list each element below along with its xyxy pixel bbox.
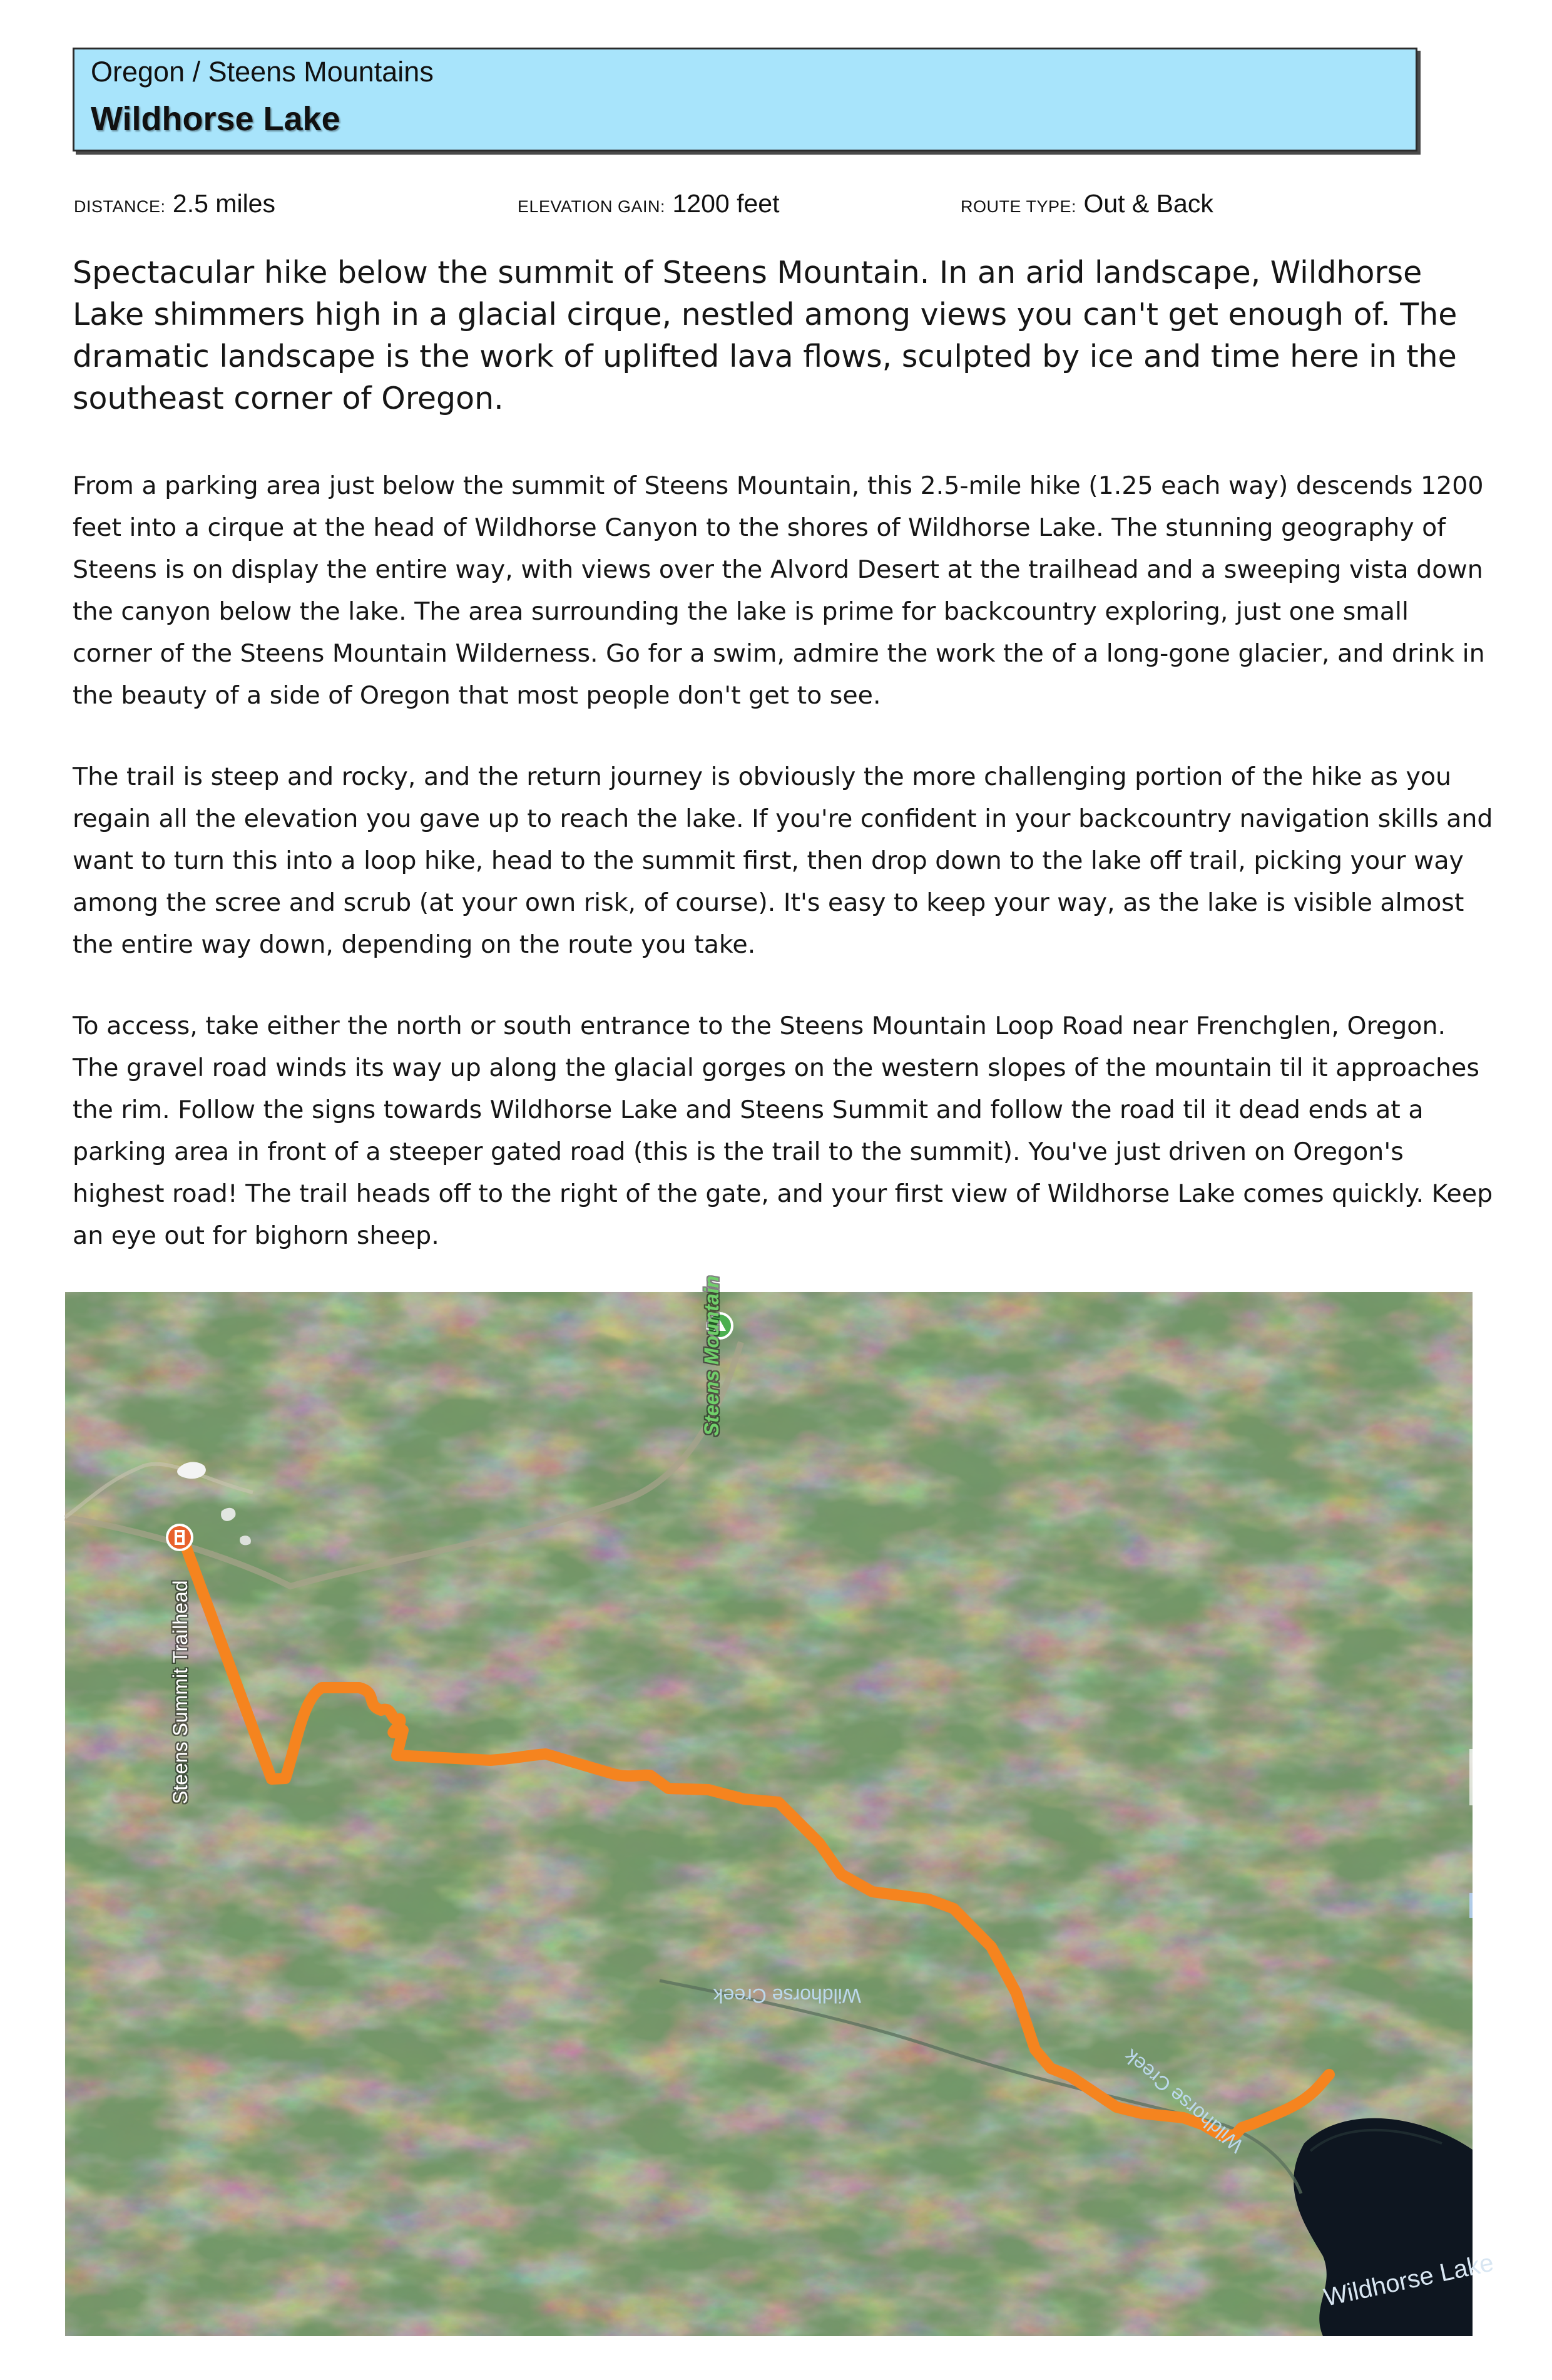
distance-label: DISTANCE: [74,197,166,216]
elevation-stat [518,189,779,218]
summit-label: Steens Mountain [700,1275,723,1436]
body-paragraph-2: The trail is steep and rocky, and the return journey is obviously the more challenging portion of the hike as you regain all the elevation you gave up to reach the lake. If you're confident in your backcountry navigation skills and want to turn this into a loop hike, head to the summit first, then drop down to the lake off trail, picking your way among the scree and scrub (at your own risk, of course). It's easy to keep your way, as the lake is visible almost the entire way down, depending on the route you take. [73,762,1493,959]
trailhead-label: Steens Summit Trailhead [169,1580,191,1804]
creek-label-lower: Wildhorse Creek [1120,2044,1248,2158]
map-edge-marker [1469,1893,1473,1918]
route-type-label: ROUTE TYPE: [961,197,1077,216]
elevation-label: ELEVATION GAIN: [518,197,666,216]
page-title: Wildhorse Lake [91,100,340,138]
map-edge-marker [1469,1749,1473,1805]
lake-label: Wildhorse Lake [1321,2249,1496,2312]
route-type-value: Out & Back [1083,189,1213,218]
body-paragraph-1: From a parking area just below the summit of Steens Mountain, this 2.5-mile hike (1.25 each way) descends 1200 feet into a cirque at the head of Wildhorse Canyon to the shores of Wildhorse Lake. The stunning geography of Steens is on display the entire way, with views over the Alvord Desert at the trailhead and a sweeping vista down the canyon below the lake. The area surrounding the lake is prime for backcountry exploring, just one small corner of the Steens Mountain Wilderness. Go for a swim, admire the work the of a long-gone glacier, and drink in the beauty of a side of Oregon that most people don't get to see. [73,471,1485,710]
elevation-value: 1200 feet [672,189,780,218]
distance-value: 2.5 miles [172,189,275,218]
vegetation-texture [65,1292,1473,2336]
trail-map[interactable] [65,1275,1496,2336]
header-box [73,48,1417,151]
trailhead-marker [167,1525,192,1550]
distance-stat [74,189,275,218]
satellite-map-svg [65,1275,1496,2336]
route-type-stat [961,189,1213,218]
snow-patch [240,1536,251,1545]
region-breadcrumb: Oregon / Steens Mountains [91,56,434,88]
lead-paragraph: Spectacular hike below the summit of Steens Mountain. In an arid landscape, Wildhorse Lake shimmers high in a glacial cirque, nestled among views you can't get enough of. The dramatic landscape is the work of uplifted lava flows, sculpted by ice and time here in the southeast corner of Oregon. [73,255,1458,416]
creek-label-upper: Wildhorse Creek [713,1984,861,2007]
body-paragraph-3: To access, take either the north or south entrance to the Steens Mountain Loop Road near Frenchglen, Oregon. The gravel road winds its way up along the glacial gorges on the western slopes of the mountain til it approaches the rim. Follow the signs towards Wildhorse Lake and Steens Summit and follow the road til it dead ends at a parking area in front of a steeper gated road (this is the trail to the summit). You've just driven on Oregon's highest road! The trail heads off to the right of the gate, and your first view of Wildhorse Lake comes quickly. Keep an eye out for bighorn sheep. [73,1012,1493,1250]
